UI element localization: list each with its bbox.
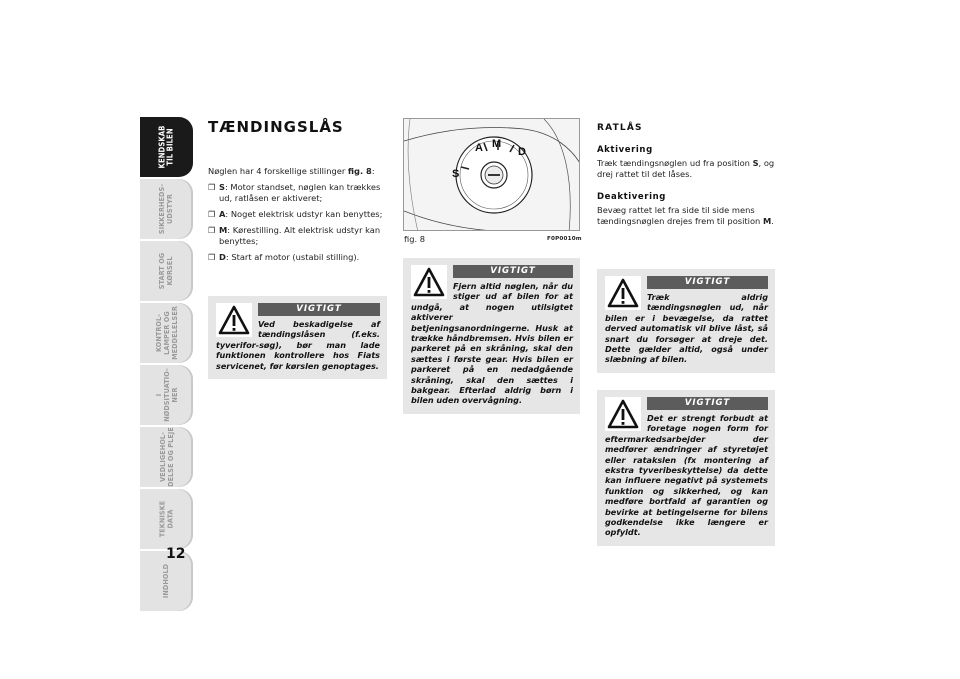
- tab-label: KENDSKAB TIL BILEN: [157, 125, 175, 169]
- warning-triangle-icon: [605, 397, 641, 431]
- figure-reference: fig. 8: [347, 166, 372, 176]
- tab-label: KONTROL- LAMPER OG MEDDELELSER: [153, 306, 179, 360]
- warning-box-modifications: [597, 390, 775, 546]
- checkbox-bullet-icon: ❒: [208, 183, 216, 192]
- tab-label: START OG KØRSEL: [157, 252, 175, 290]
- tab-label: I NØDSITUATIO- NER: [153, 368, 179, 422]
- key-positions-list: [208, 182, 390, 263]
- warning-text: Ved beskadigelse af tændingslåsen (f.eks. tyverifor-søg), bør man lade funktionen kontrollere hos Fiats servicenet, før kørslen genoptages.: [216, 319, 380, 371]
- tab-label: TEKNISKE DATA: [157, 500, 175, 538]
- list-item: [208, 225, 390, 247]
- ignition-section: [208, 118, 390, 268]
- warning-text: Fjern altid nøglen, når du stiger ud af bilen for at undgå, at nogen utilsigtet aktiverer betjeningsanordningerne. Husk at trække håndbremsen. Hvis bilen er parkeret på en skråning, skal den sættes i første gear. Hvis bilen er parkeret på en nedadgående skråning, skal den sættes i bakgear. Efterlad aldrig børn i bilen uden overvågning.: [411, 281, 573, 406]
- tab-start-og-korsel[interactable]: [140, 241, 193, 301]
- activation-heading: Aktivering: [597, 145, 653, 155]
- tab-sikkerhedsudstyr[interactable]: [140, 179, 193, 239]
- figure-code: F0P0010m: [547, 236, 582, 242]
- tab-vedligeholdelse[interactable]: [140, 427, 193, 487]
- deactivation-prefix: Bevæg rattet let fra side til side mens tændingsnøglen drejes frem til position: [597, 205, 763, 226]
- intro-text: [208, 166, 390, 177]
- checkbox-bullet-icon: ❒: [208, 226, 216, 235]
- position-text: : Motor standset, nøglen kan trækkes ud, ratlåsen er aktiveret;: [219, 182, 381, 203]
- warning-heading: VIGTIGT: [453, 265, 573, 278]
- warning-heading: VIGTIGT: [258, 303, 380, 316]
- activation-text: [597, 158, 777, 180]
- deactivation-heading: Deaktivering: [597, 192, 666, 202]
- section-title: RATLÅS: [597, 123, 643, 133]
- warning-text: Træk aldrig tændingsnøglen ud, når bilen er i bevægelse, da rattet derved automatisk vil blive låst, så snart du forsøger at dreje det. Dette gælder altid, også under slæbning af bilen.: [605, 292, 768, 365]
- tab-tekniske-data[interactable]: [140, 489, 193, 549]
- activation-key: S: [752, 158, 759, 168]
- warning-text: Det er strengt forbudt at foretage nogen form for eftermarkedsarbejder der medfører ændringer af styretøjet eller ratakslen (fx montering af ekstra tyveribeskyttelse) da dette kan influere negativt på systemets funktion og sikkerhed, og kan medføre bortfald af garantien og bevirke at betingelserne for bilens godkendelse ikke længere er opfyldt.: [605, 413, 768, 538]
- deactivation-key: M: [762, 216, 772, 226]
- activation-suffix: , og drej rattet til det låses.: [597, 158, 775, 179]
- position-text: : Noget elektrisk udstyr kan benyttes;: [225, 209, 383, 219]
- position-s-label: S: [452, 168, 460, 180]
- position-key: M: [219, 225, 228, 235]
- position-key: A: [219, 209, 226, 219]
- tab-label: VEDLIGEHOL- DELSE OG PLEJE: [157, 427, 175, 487]
- position-a-label: A: [475, 142, 483, 154]
- list-item: [208, 209, 390, 220]
- position-key: S: [219, 182, 225, 192]
- warning-box-key-moving: [597, 269, 775, 373]
- list-item: [208, 182, 390, 204]
- position-m-label: M: [492, 138, 502, 150]
- warning-box-damage: [208, 296, 387, 379]
- warning-triangle-icon: [605, 276, 641, 310]
- position-key: D: [219, 252, 226, 262]
- page-title: TÆNDINGSLÅS: [208, 118, 344, 136]
- list-item: [208, 252, 390, 263]
- warning-triangle-icon: [216, 303, 252, 337]
- checkbox-bullet-icon: ❒: [208, 210, 216, 219]
- deactivation-text: [597, 205, 777, 227]
- warning-triangle-icon: [411, 265, 447, 299]
- tab-kontrollamper[interactable]: [140, 303, 193, 363]
- position-text: : Start af motor (ustabil stilling).: [225, 252, 360, 262]
- ignition-switch-illustration: [404, 119, 580, 231]
- position-text: : Kørestilling. Alt elektrisk udstyr kan benyttes;: [219, 225, 381, 246]
- activation-prefix: Træk tændingsnøglen ud fra position: [597, 158, 753, 168]
- position-d-label: D: [518, 146, 526, 158]
- figure-caption: fig. 8: [404, 234, 426, 244]
- tab-kendskab-til-bilen[interactable]: [140, 117, 193, 177]
- warning-heading: VIGTIGT: [647, 276, 768, 289]
- tab-label: INDHOLD: [161, 563, 171, 599]
- intro-prefix: Nøglen har 4 forskellige stillinger: [208, 166, 348, 176]
- warning-heading: VIGTIGT: [647, 397, 768, 410]
- tab-nodsituationer[interactable]: [140, 365, 193, 425]
- steering-lock-section: [597, 123, 777, 227]
- chapter-tabs: [140, 117, 193, 613]
- deactivation-suffix: .: [771, 216, 774, 226]
- tab-label: SIKKERHEDS- UDSTYR: [157, 183, 175, 235]
- checkbox-bullet-icon: ❒: [208, 253, 216, 262]
- warning-box-remove-key: [403, 258, 580, 414]
- ignition-figure: [403, 118, 580, 231]
- intro-suffix: :: [371, 166, 375, 176]
- page-number: 12: [166, 546, 186, 562]
